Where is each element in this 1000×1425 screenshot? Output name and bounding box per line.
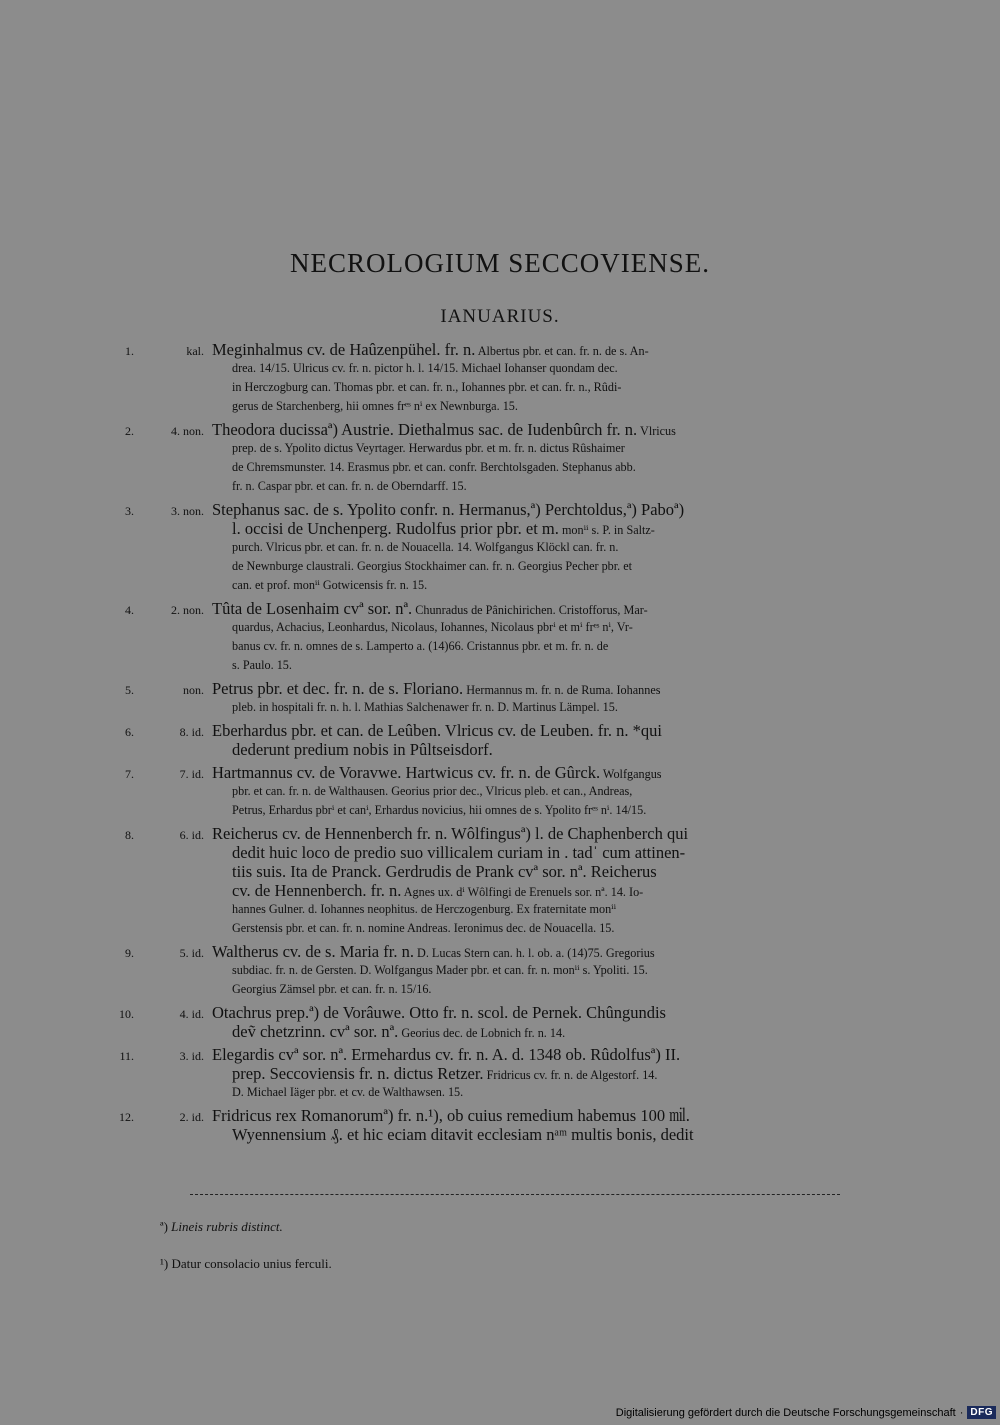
entry-line (232, 698, 838, 717)
entry-line (232, 980, 838, 999)
entry-text-large: Theodora ducissaª) Austrie. Diethalmus sac. de Iudenbûrch fr. n. (212, 420, 638, 439)
entry-text-small: hannes Gulner. d. Iohannes neophitus. de Herczogenburg. Ex fraternitate monⁱⁱ (232, 902, 617, 916)
entry-text-small: de Chremsmunster. 14. Erasmus pbr. et can. confr. Berchtolsgaden. Stephanus abb. (232, 460, 636, 474)
entry-text-large: Petrus pbr. et dec. fr. n. de s. Floriano. (212, 679, 464, 698)
footnote-a-text: Lineis rubris distinct. (171, 1219, 283, 1234)
entry-line (232, 881, 838, 900)
entry-text-small: Fridricus cv. fr. n. de Algestorf. 14. (483, 1068, 658, 1082)
entry-line (212, 679, 838, 698)
entry-date: 4. non. (171, 424, 204, 438)
entry-line (232, 359, 838, 378)
dfg-credit-text: Digitalisierung gefördert durch die Deutsche Forschungsgemeinschaft (615, 1406, 956, 1419)
entry-date: 2. id. (179, 1110, 204, 1124)
entry-text-large: Wyennensium ₰. et hic eciam ditavit ecclesiam nᵃᵐ multis bonis, dedit (232, 1125, 694, 1144)
entry-number: 10. (119, 1007, 134, 1021)
entry-line (232, 439, 838, 458)
entry-text-small: purch. Vlricus pbr. et can. fr. n. de Nouacella. 14. Wolfgangus Klöckl can. fr. n. (232, 540, 619, 554)
necrology-entry (0, 721, 1000, 759)
entry-date: non. (183, 683, 204, 697)
entry-text-small: Gerstensis pbr. et can. fr. n. nomine Andreas. Ieronimus dec. de Nouacella. 15. (232, 921, 615, 935)
entry-text-small: can. et prof. monⁱⁱ Gotwicensis fr. n. 15. (232, 578, 428, 592)
entry-line (232, 397, 838, 416)
entry-line (232, 656, 838, 675)
entry-line (212, 340, 838, 359)
necrology-entry (0, 340, 1000, 416)
footnote-a-marker: ª) (160, 1219, 168, 1234)
entry-text-small: monⁱⁱ s. P. in Saltz- (558, 523, 655, 537)
entry-number: 12. (119, 1110, 134, 1124)
entry-text-small: drea. 14/15. Ulricus cv. fr. n. pictor h. l. 14/15. Michael Iohanser quondam dec. (232, 361, 618, 375)
necrology-entry (0, 420, 1000, 496)
entry-text-small: Hermannus m. fr. n. de Ruma. Iohannes (463, 683, 661, 697)
entry-text-small: pleb. in hospitali fr. n. h. l. Mathias Salchenawer fr. n. D. Martinus Lämpel. 15. (232, 700, 618, 714)
entry-line (232, 801, 838, 820)
dfg-credit[interactable]: Digitalisierung gefördert durch die Deutsche Forschungsgemeinschaft · DFG (616, 1406, 996, 1419)
necrology-entry (0, 1003, 1000, 1041)
entry-text-small: Chunradus de Pânichirichen. Cristofforus, Mar- (412, 603, 648, 617)
entry-text-large: l. occisi de Unchenperg. Rudolfus prior pbr. et m. (232, 519, 559, 538)
entry-text-large: dedit huic loco de predio suo villicalem curiam in . tadˈ cum attinen- (232, 843, 686, 862)
entry-text-large: dederunt predium nobis in Pûltseisdorf. (232, 740, 493, 759)
footnote-a (160, 1219, 283, 1235)
entry-line (232, 1022, 838, 1041)
entry-line (212, 824, 838, 843)
entry-text-small: banus cv. fr. n. omnes de s. Lamperto a. (14)66. Cristannus pbr. et m. fr. n. de (232, 639, 609, 653)
entry-text-large: Fridricus rex Romanorumª) fr. n.¹), ob cuius remedium habemus 100 ㏕. (212, 1106, 690, 1125)
page-title: NECROLOGIUM SECCOVIENSE. (289, 248, 710, 278)
entry-line (212, 1106, 838, 1125)
necrology-entry (0, 1106, 1000, 1144)
entry-text-large: prep. Seccoviensis fr. n. dictus Retzer. (232, 1064, 484, 1083)
entry-text-small: D. Michael Iäger pbr. et cv. de Walthawsen. 15. (232, 1085, 464, 1099)
necrology-entry (0, 824, 1000, 938)
section-title: IANUARIUS. (440, 306, 560, 327)
entry-text-small: s. Paulo. 15. (232, 658, 292, 672)
footnote-1-text: Datur consolacio unius ferculi. (171, 1256, 332, 1271)
entry-date: 8. id. (179, 725, 204, 739)
entry-text-small: Vlricus (637, 424, 676, 438)
entry-text-small: prep. de s. Ypolito dictus Veyrtager. Herwardus pbr. et m. fr. n. dictus Rûshaimer (232, 441, 625, 455)
entry-line (232, 378, 838, 397)
entry-line (232, 458, 838, 477)
entry-text-small: in Herczogburg can. Thomas pbr. et can. fr. n., Iohannes pbr. et can. fr. n., Rûdi- (232, 380, 622, 394)
entry-line (232, 557, 838, 576)
entry-number: 6. (125, 725, 134, 739)
entry-text-large: Tûta de Losenhaim cvª sor. nª. (212, 599, 413, 618)
entry-text-small: Agnes ux. dⁱ Wôlfingi de Erenuels sor. nª. 14. Io- (401, 885, 644, 899)
entry-number: 8. (125, 828, 134, 842)
entry-text-large: deṽ chetzrinn. cvª sor. nª. (232, 1022, 399, 1041)
entry-line (232, 618, 838, 637)
entry-line (232, 782, 838, 801)
entry-text-small: Wolfgangus (600, 767, 662, 781)
entry-line (212, 1003, 838, 1022)
necrology-entry (0, 500, 1000, 595)
entry-number: 11. (119, 1049, 134, 1063)
necrology-entry (0, 679, 1000, 717)
entry-line (232, 862, 838, 881)
entry-text-large: Hartmannus cv. de Voravwe. Hartwicus cv. fr. n. de Gûrck. (212, 763, 601, 782)
entry-text-large: Meginhalmus cv. de Haûzenpühel. fr. n. (212, 340, 476, 359)
entry-text-small: gerus de Starchenberg, hii omnes frᵉˢ nⁱ ex Newnburga. 15. (232, 399, 518, 413)
entry-text-large: Waltherus cv. de s. Maria fr. n. (212, 942, 414, 961)
entry-line (232, 961, 838, 980)
entry-number: 5. (125, 683, 134, 697)
entry-text-large: Reicherus cv. de Hennenberch fr. n. Wôlfingusª) l. de Chaphenberch qui (212, 824, 689, 843)
entry-number: 1. (125, 344, 134, 358)
entry-line (232, 1064, 838, 1083)
necrology-entry (0, 1045, 1000, 1102)
entry-line (232, 519, 838, 538)
entry-number: 3. (125, 504, 134, 518)
entry-text-small: Petrus, Erhardus pbrⁱ et canⁱ, Erhardus novicius, hii omnes de s. Ypolito frᵉˢ nⁱ. 14/15. (232, 803, 647, 817)
footnote-1-marker: ¹) (160, 1256, 169, 1271)
entry-text-large: cv. de Hennenberch. fr. n. (232, 881, 402, 900)
entry-date: 7. id. (179, 767, 204, 781)
entry-line (212, 763, 838, 782)
entry-line (232, 477, 838, 496)
entry-line (212, 1045, 838, 1064)
entry-number: 2. (125, 424, 134, 438)
entry-number: 4. (125, 603, 134, 617)
entry-line (232, 919, 838, 938)
entry-date: 3. id. (179, 1049, 204, 1063)
entry-number: 9. (125, 946, 134, 960)
footnote-1 (160, 1256, 332, 1272)
entries-list (0, 340, 1000, 1148)
entry-date: kal. (186, 344, 204, 358)
entry-line (232, 843, 838, 862)
entry-line (232, 1083, 838, 1102)
entry-text-large: Stephanus sac. de s. Ypolito confr. n. Hermanus,ª) Perchtoldus,ª) Paboª) (212, 500, 685, 519)
necrology-entry (0, 599, 1000, 675)
entry-line (232, 576, 838, 595)
entry-line (212, 599, 838, 618)
entry-text-small: quardus, Achacius, Leonhardus, Nicolaus, Iohannes, Nicolaus pbrⁱ et mⁱ frᵉˢ nⁱ, Vr- (232, 620, 633, 634)
entry-text-large: Elegardis cvª sor. nª. Ermehardus cv. fr. n. A. d. 1348 ob. Rûdolfusª) II. (212, 1045, 681, 1064)
entry-text-small: pbr. et can. fr. n. de Walthausen. Georius prior dec., Vlricus pleb. et can., Andreas, (232, 784, 633, 798)
entry-text-small: fr. n. Caspar pbr. et can. fr. n. de Oberndarff. 15. (232, 479, 467, 493)
entry-date: 6. id. (179, 828, 204, 842)
entry-line (212, 500, 838, 519)
entry-text-small: subdiac. fr. n. de Gersten. D. Wolfgangus Mader pbr. et can. fr. n. monⁱⁱ s. Ypoliti. 15. (232, 963, 648, 977)
entry-line (232, 637, 838, 656)
necrology-entry (0, 942, 1000, 999)
entry-text-large: tiis suis. Ita de Pranck. Gerdrudis de Prank cvª sor. nª. Reicherus (232, 862, 657, 881)
entry-line (232, 1125, 838, 1144)
entry-line (232, 900, 838, 919)
dfg-logo: DFG (967, 1406, 996, 1419)
entry-text-small: D. Lucas Stern can. h. l. ob. a. (14)75. Gregorius (413, 946, 655, 960)
entry-text-small: Georgius Zämsel pbr. et can. fr. n. 15/16. (232, 982, 432, 996)
footnote-separator (190, 1194, 840, 1195)
entry-number: 7. (125, 767, 134, 781)
entry-date: 4. id. (179, 1007, 204, 1021)
entry-text-large: Otachrus prep.ª) de Vorâuwe. Otto fr. n. scol. de Pernek. Chûngundis (212, 1003, 666, 1022)
entry-line (232, 538, 838, 557)
entry-text-small: Georius dec. de Lobnich fr. n. 14. (398, 1026, 566, 1040)
entry-line (212, 420, 838, 439)
entry-date: 2. non. (171, 603, 204, 617)
entry-text-small: de Newnburge claustrali. Georgius Stockhaimer can. fr. n. Georgius Pecher pbr. et (232, 559, 633, 573)
entry-date: 3. non. (171, 504, 204, 518)
entry-line (232, 740, 838, 759)
entry-line (212, 721, 838, 740)
entry-date: 5. id. (179, 946, 204, 960)
entry-line (212, 942, 838, 961)
entry-text-small: Albertus pbr. et can. fr. n. de s. An- (475, 344, 649, 358)
necrology-entry (0, 763, 1000, 820)
entry-text-large: Eberhardus pbr. et can. de Leûben. Vlricus cv. de Leuben. fr. n. *qui (212, 721, 662, 740)
